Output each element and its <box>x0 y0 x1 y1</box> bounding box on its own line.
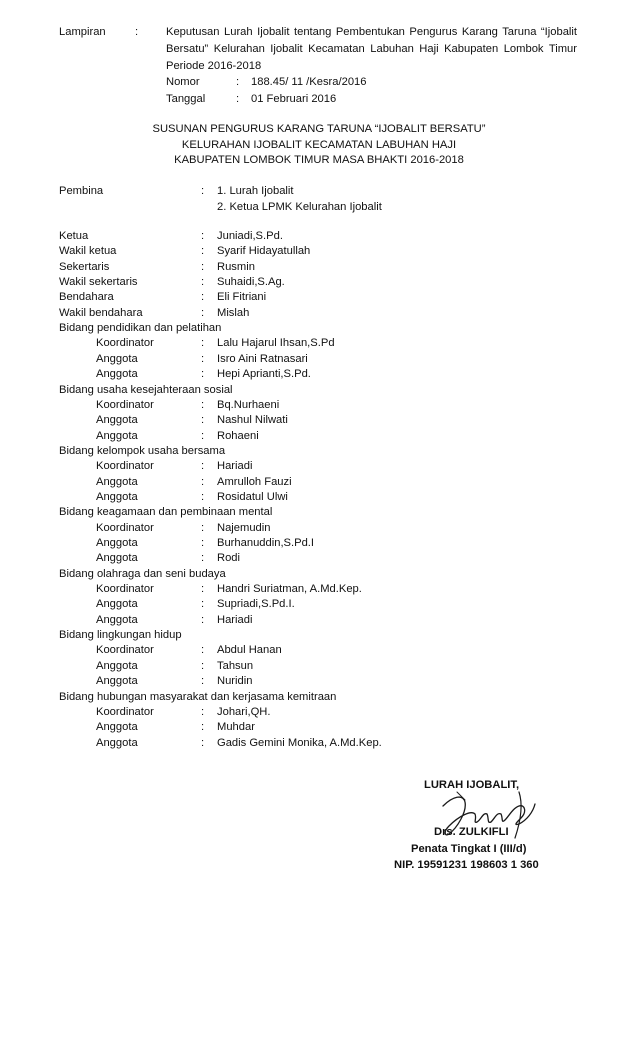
pembina-item-1: 1. Lurah Ijobalit <box>217 185 294 197</box>
bidang-member-role: Anggota <box>96 721 138 734</box>
bidang-member-name: Nuridin <box>217 675 253 688</box>
bidang-member-name: Burhanuddin,S.Pd.I <box>217 537 315 549</box>
pengurus-inti-row-colon: : <box>201 306 205 319</box>
bidang-member-colon: : <box>201 368 205 381</box>
lampiran-colon: : <box>135 26 139 38</box>
bidang-member-name: Rosidatul Ulwi <box>217 490 288 503</box>
bidang-title: Bidang olahraga dan seni budaya <box>59 567 226 580</box>
pengurus-inti-row-colon: : <box>201 291 205 304</box>
bidang-member-role: Anggota <box>96 675 138 688</box>
bidang-member-name: Isro Aini Ratnasari <box>217 352 308 365</box>
lampiran-line-1: Keputusan Lurah Ijobalit tentang Pembentukan Pengurus Karang Taruna “Ijobalit <box>166 26 577 38</box>
bidang-title: Bidang pendidikan dan pelatihan <box>59 322 222 335</box>
bidang-member-name: Rohaeni <box>217 429 259 442</box>
pengurus-inti-row-role: Wakil bendahara <box>59 306 143 319</box>
pembina-item-2: 2. Ketua LPMK Kelurahan Ijobalit <box>217 201 382 213</box>
bidang-member-role: Anggota <box>96 475 138 488</box>
pengurus-inti-row-name: Rusmin <box>217 260 255 273</box>
bidang-member-role: Anggota <box>96 414 138 427</box>
bidang-member-role: Koordinator <box>96 705 154 718</box>
bidang-member-name: Hariadi <box>217 613 253 626</box>
title-line-1: SUSUNAN PENGURUS KARANG TARUNA “IJOBALIT BERSATU” <box>152 123 486 135</box>
bidang-member-role: Anggota <box>96 736 138 749</box>
pengurus-inti-row-colon: : <box>201 276 205 289</box>
pengurus-inti-row-name: Juniadi,S.Pd. <box>217 230 283 242</box>
bidang-title: Bidang usaha kesejahteraan sosial <box>59 383 233 396</box>
bidang-member-colon: : <box>201 675 205 688</box>
bidang-member-colon: : <box>201 644 205 657</box>
pengurus-inti-row-colon: : <box>201 245 205 258</box>
signature-rank: Penata Tingkat I (III/d) <box>411 843 527 855</box>
pengurus-inti-row-name: Mislah <box>217 306 250 319</box>
signature-office: LURAH IJOBALIT, <box>424 779 520 791</box>
bidang-member-colon: : <box>201 429 205 442</box>
bidang-title: Bidang kelompok usaha bersama <box>59 444 226 457</box>
bidang-title: Bidang lingkungan hidup <box>59 629 182 642</box>
bidang-member-role: Koordinator <box>96 583 154 596</box>
bidang-member-name: Rodi <box>217 552 241 565</box>
nomor-label: Nomor <box>166 76 200 88</box>
bidang-member-role: Anggota <box>96 490 138 503</box>
bidang-member-name: Bq.Nurhaeni <box>217 398 280 411</box>
pengurus-inti-row-name: Suhaidi,S.Ag. <box>217 276 285 289</box>
bidang-member-colon: : <box>201 460 205 473</box>
pengurus-inti-row-role: Ketua <box>59 230 89 242</box>
lampiran-line-3: Periode 2016-2018 <box>166 60 262 72</box>
bidang-member-name: Muhdar <box>217 721 255 734</box>
pembina-label: Pembina <box>59 185 104 197</box>
title-line-3: KABUPATEN LOMBOK TIMUR MASA BHAKTI 2016-2018 <box>174 154 464 166</box>
bidang-member-colon: : <box>201 736 205 749</box>
pengurus-inti-row-name: Syarif Hidayatullah <box>217 245 311 258</box>
bidang-member-name: Hariadi <box>217 460 253 473</box>
bidang-member-name: Lalu Hajarul Ihsan,S.Pd <box>217 337 335 350</box>
bidang-member-name: Amrulloh Fauzi <box>217 475 292 488</box>
bidang-member-name: Johari,QH. <box>217 705 271 718</box>
bidang-member-role: Koordinator <box>96 337 154 350</box>
bidang-member-colon: : <box>201 659 205 672</box>
bidang-title: Bidang keagamaan dan pembinaan mental <box>59 506 273 519</box>
bidang-member-colon: : <box>201 490 205 503</box>
bidang-member-colon: : <box>201 705 205 718</box>
bidang-member-colon: : <box>201 521 205 534</box>
bidang-member-name: Najemudin <box>217 521 271 534</box>
bidang-member-colon: : <box>201 537 205 549</box>
pembina-colon: : <box>201 185 205 197</box>
tanggal-colon: : <box>236 93 240 105</box>
pengurus-inti-row-colon: : <box>201 230 205 242</box>
pengurus-inti-row-role: Bendahara <box>59 291 114 304</box>
bidang-member-role: Anggota <box>96 368 138 381</box>
lampiran-line-2: Bersatu” Kelurahan Ijobalit Kecamatan Labuhan Haji Kabupaten Lombok Timur <box>166 43 577 55</box>
bidang-member-role: Anggota <box>96 537 138 549</box>
tanggal-label: Tanggal <box>166 93 206 105</box>
pengurus-inti-row-role: Wakil sekertaris <box>59 276 138 289</box>
bidang-member-role: Koordinator <box>96 398 154 411</box>
title-line-2: KELURAHAN IJOBALIT KECAMATAN LABUHAN HAJI <box>181 139 457 151</box>
bidang-member-role: Anggota <box>96 429 138 442</box>
bidang-member-role: Koordinator <box>96 644 154 657</box>
bidang-member-colon: : <box>201 613 205 626</box>
bidang-member-colon: : <box>201 475 205 488</box>
bidang-member-colon: : <box>201 721 205 734</box>
lampiran-label: Lampiran <box>59 26 106 38</box>
bidang-member-colon: : <box>201 598 205 611</box>
signature-name: Drs. ZULKIFLI <box>434 826 509 838</box>
bidang-member-colon: : <box>201 583 205 596</box>
signature-nip: NIP. 19591231 198603 1 360 <box>394 859 539 871</box>
bidang-member-name: Handri Suriatman, A.Md.Kep. <box>217 583 362 596</box>
pengurus-inti-row-role: Wakil ketua <box>59 245 117 258</box>
bidang-member-name: Tahsun <box>217 659 254 672</box>
bidang-member-role: Koordinator <box>96 460 154 473</box>
nomor-value: 188.45/ 11 /Kesra/2016 <box>251 76 367 88</box>
bidang-member-role: Anggota <box>96 352 138 365</box>
nomor-colon: : <box>236 76 240 88</box>
pengurus-inti-row-name: Eli Fitriani <box>217 291 267 304</box>
bidang-member-role: Anggota <box>96 659 138 672</box>
bidang-member-role: Anggota <box>96 598 138 611</box>
pengurus-inti-row-role: Sekertaris <box>59 260 110 273</box>
bidang-title: Bidang hubungan masyarakat dan kerjasama kemitraan <box>59 690 337 703</box>
bidang-member-name: Gadis Gemini Monika, A.Md.Kep. <box>217 736 382 749</box>
bidang-member-role: Anggota <box>96 552 138 565</box>
bidang-member-name: Abdul Hanan <box>217 644 282 657</box>
bidang-member-colon: : <box>201 352 205 365</box>
pengurus-inti-row-colon: : <box>201 260 205 273</box>
bidang-member-role: Koordinator <box>96 521 154 534</box>
tanggal-value: 01 Februari 2016 <box>251 93 337 105</box>
bidang-member-colon: : <box>201 398 205 411</box>
bidang-member-name: Hepi Aprianti,S.Pd. <box>217 368 311 381</box>
bidang-member-name: Nashul Nilwati <box>217 414 288 427</box>
bidang-member-role: Anggota <box>96 613 138 626</box>
bidang-member-colon: : <box>201 337 205 350</box>
bidang-member-colon: : <box>201 414 205 427</box>
bidang-member-colon: : <box>201 552 205 565</box>
bidang-member-name: Supriadi,S.Pd.I. <box>217 598 295 611</box>
